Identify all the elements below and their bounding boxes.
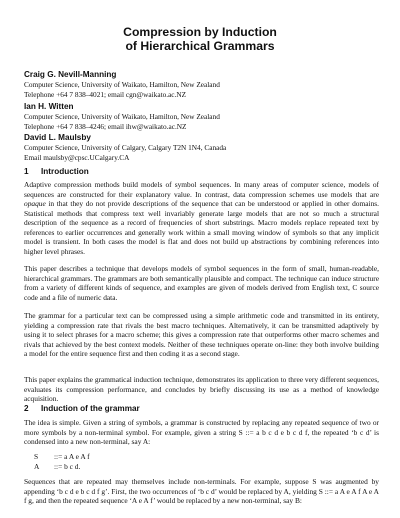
section-title: Introduction bbox=[41, 167, 89, 176]
author-affiliation: Computer Science, University of Calgary, Calgary T2N 1N4, Canada bbox=[24, 143, 227, 152]
author-affiliation: Computer Science, University of Waikato, Hamilton, New Zealand bbox=[24, 80, 220, 89]
author-block-1 bbox=[24, 70, 220, 99]
rule-rhs: ::= a A e A f bbox=[54, 452, 90, 461]
author-name: David L. Maulsby bbox=[24, 133, 91, 142]
grammar-rule bbox=[34, 462, 80, 472]
section-heading-induction bbox=[24, 404, 140, 413]
intro-paragraph-2: This paper describes a technique that develops models of symbol sequences in the form of small, human-readable, hierarchical grammars. The grammars are both semantically plausible and compact. The technique can induce structure from a variety of different kinds of sequence, and examples are given of models derived from English text, C source code and a file of numeric data. bbox=[24, 264, 379, 302]
intro-paragraph-1 bbox=[24, 180, 379, 256]
author-name: Ian H. Witten bbox=[24, 102, 74, 111]
author-contact: Telephone +64 7 838–4021; email cgn@waikato.ac.NZ bbox=[24, 89, 187, 99]
rule-lhs: S bbox=[34, 452, 39, 461]
section-heading-introduction bbox=[24, 167, 89, 176]
paper-title bbox=[0, 26, 400, 53]
author-block-2 bbox=[24, 102, 220, 131]
emphasized-word: opaque bbox=[24, 199, 46, 209]
grammar-rule bbox=[34, 452, 90, 462]
rule-rhs: ::= b c d. bbox=[54, 462, 81, 471]
induction-paragraph-2: Sequences that are repeated may themselves include non-terminals. For example, suppose S was augmented by appending ‘b c d e b c d f g’. First, the two occurrences of ‘b c d’ would be replaced by A, yielding S ::= a A e A f A e A f g, and then the repeated sequence ‘A e A f’ would be replaced by a new non-terminal, say B: bbox=[24, 477, 379, 506]
title-line-2: of Hierarchical Grammars bbox=[125, 38, 275, 53]
induction-paragraph-1: The idea is simple. Given a string of symbols, a grammar is constructed by replacing any repeated sequence of two or more symbols by a non-terminal symbol. For example, given a string S ::= a b c d e b c d f, the repeated ‘b c d’ is condensed into a new non-terminal, say A: bbox=[24, 418, 379, 447]
rule-lhs: A bbox=[34, 462, 40, 471]
title-line-1: Compression by Induction bbox=[123, 25, 277, 39]
intro-paragraph-3: The grammar for a particular text can be compressed using a simple arithmetic code and transmitted in its entirety, yielding a compression rate that rivals the best macro techniques. Alternatively, it can be transmitted adaptively by using it to select phrases for a macro scheme; this gives a compression rate that outperforms other macro schemes and rivals that achieved by the best context models. Neither of these techniques operate on-line: they both involve building a model for the entire sequence first and then coding it as a second stage. bbox=[24, 311, 379, 359]
author-block-3 bbox=[24, 133, 226, 162]
paragraph-text: Adaptive compression methods build models of symbol sequences. In many areas of computer science, models of sequences are constructed for their explanatory value. In contrast, data compression schemes use models that are bbox=[24, 180, 379, 199]
section-number: 1 bbox=[24, 167, 29, 176]
author-contact: Email maulsby@cpsc.UCalgary.CA bbox=[24, 152, 130, 162]
paragraph-text: in that they do not provide descriptions of the sequence that can be understood or applied in other domains. Statistical methods that compress text well invariably generate large models that are not so much a structural description of the sequence as a record of frequencies of short substrings. Macro models replace repeated text by references to earlier occurrences and generally work within a small moving window of symbols so that any implicit model is transient. In both cases the model is flat and does not build up abstractions by combining references into higher level phrases. bbox=[24, 199, 379, 256]
author-affiliation: Computer Science, University of Waikato, Hamilton, New Zealand bbox=[24, 112, 220, 121]
section-number: 2 bbox=[24, 404, 29, 413]
author-contact: Telephone +64 7 838–4246; email ihw@waikato.ac.NZ bbox=[24, 121, 187, 131]
section-title: Induction of the grammar bbox=[41, 404, 140, 413]
intro-paragraph-4: This paper explains the grammatical induction technique, demonstrates its application to three very different sequences, evaluates its compression performance, and concludes by briefly discussing its use as a method of knowledge acquisition. bbox=[24, 375, 379, 404]
author-name: Craig G. Nevill-Manning bbox=[24, 70, 117, 79]
